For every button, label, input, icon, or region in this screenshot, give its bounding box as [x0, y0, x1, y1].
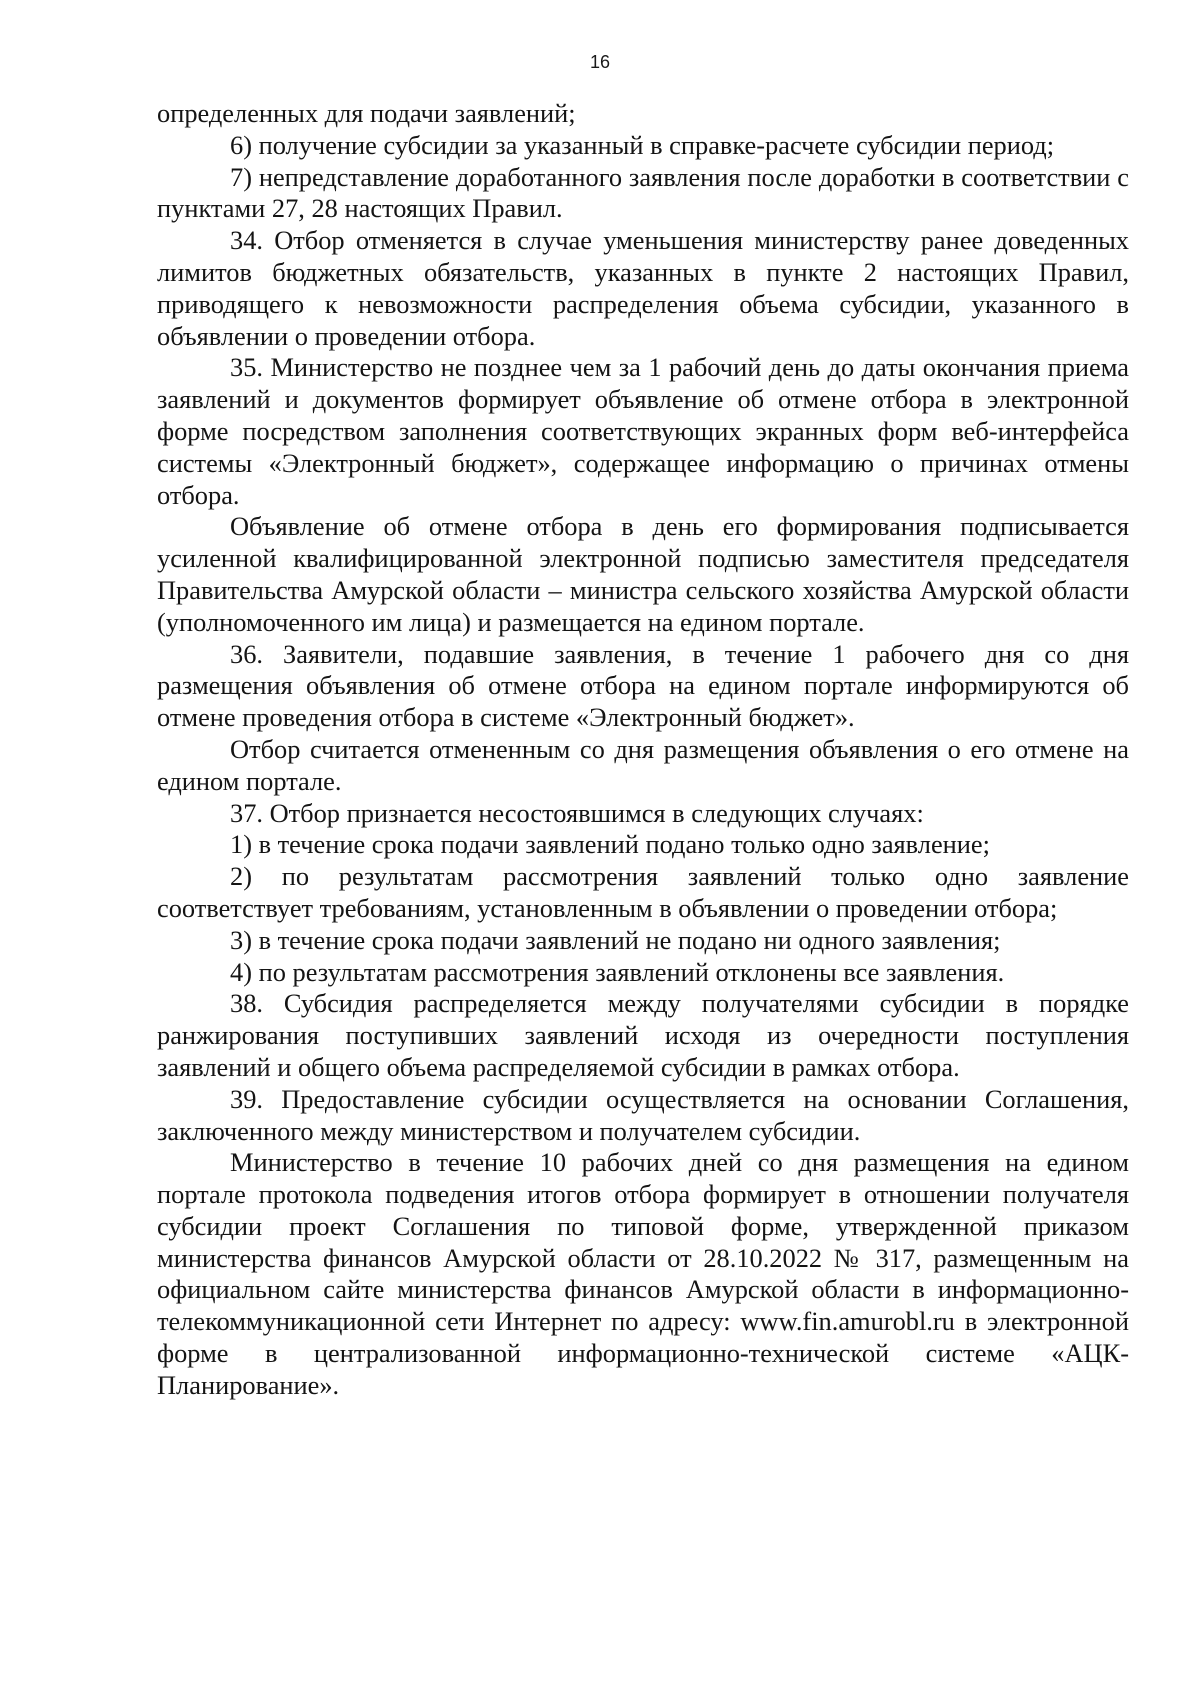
paragraph-37-item-3: 3) в течение срока подачи заявлений не подано ни одного заявления; [230, 924, 1001, 955]
paragraph-item-6: 6) получение субсидии за указанный в справке-расчете субсидии период; [230, 129, 1055, 160]
paragraph-37-item-2: 2) по результатам рассмотрения заявлений только одно заявление соответствует требованиям, установленным в объявлении о проведении отбора; [157, 861, 1129, 923]
paragraph-37: 37. Отбор признается несостоявшимся в следующих случаях: [230, 797, 924, 828]
paragraph-34: 34. Отбор отменяется в случае уменьшения министерству ранее доведенных лимитов бюджетных обязательств, указанных в пункте 2 настоящих Правил, приводящего к невозможности распределения объема субсидии, указанного в объявлении о проведении отбора. [157, 225, 1129, 351]
paragraph-35: 35. Министерство не позднее чем за 1 рабочий день до даты окончания приема заявлений и документов формирует объявление об отмене отбора в электронной форме посредством заполнения соответствующих экранных форм веб-интерфейса системы «Электронный бюджет», содержащее информацию о причинах отмены отбора. [157, 352, 1129, 510]
page-number: 16 [589, 52, 611, 72]
paragraph-38: 38. Субсидия распределяется между получателями субсидии в порядке ранжирования поступивших заявлений исходя из очередности поступления заявлений и общего объема распределяемой субсидии в рамках отбора. [157, 988, 1129, 1082]
paragraph-37-item-1: 1) в течение срока подачи заявлений подано только одно заявление; [230, 829, 990, 860]
paragraph-36: 36. Заявители, подавшие заявления, в течение 1 рабочего дня со дня размещения объявления об отмене отбора на едином портале информируются об отмене проведения отбора в системе «Электронный бюджет». [157, 638, 1129, 733]
paragraph-39: 39. Предоставление субсидии осуществляется на основании Соглашения, заключенного между министерством и получателем субсидии. [157, 1083, 1129, 1146]
paragraph-37-item-4: 4) по результатам рассмотрения заявлений отклонены все заявления. [230, 956, 1005, 987]
paragraph-continuation: определенных для подачи заявлений; [157, 98, 576, 128]
paragraph-35-announcement: Объявление об отмене отбора в день его формирования подписывается усиленной квалифицированной электронной подписью заместителя председателя Правительства Амурской области – министра сельского хозяйства Амурской области (уполномоченного им лица) и размещается на едином портале. [157, 511, 1129, 637]
paragraph-39-agreement: Министерство в течение 10 рабочих дней со дня размещения на едином портале протокола подведения итогов отбора формирует в отношении получателя субсидии проект Соглашения по типовой форме, утвержденной приказом министерства финансов Амурской области от 28.10.2022 № 317, размещенным на официальном сайте министерства финансов Амурской области в информационно-телекоммуникационной сети Интернет по адресу: www.fin.amurobl.ru в электронной форме в централизованной информационно-технической системе «АЦК-Планирование». [157, 1147, 1129, 1400]
document-body [157, 98, 1129, 1402]
paragraph-36-cancelled: Отбор считается отмененным со дня размещения объявления о его отмене на едином портале. [157, 733, 1129, 796]
paragraph-item-7: 7) непредставление доработанного заявления после доработки в соответствии с пунктами 27, 28 настоящих Правил. [157, 161, 1129, 224]
